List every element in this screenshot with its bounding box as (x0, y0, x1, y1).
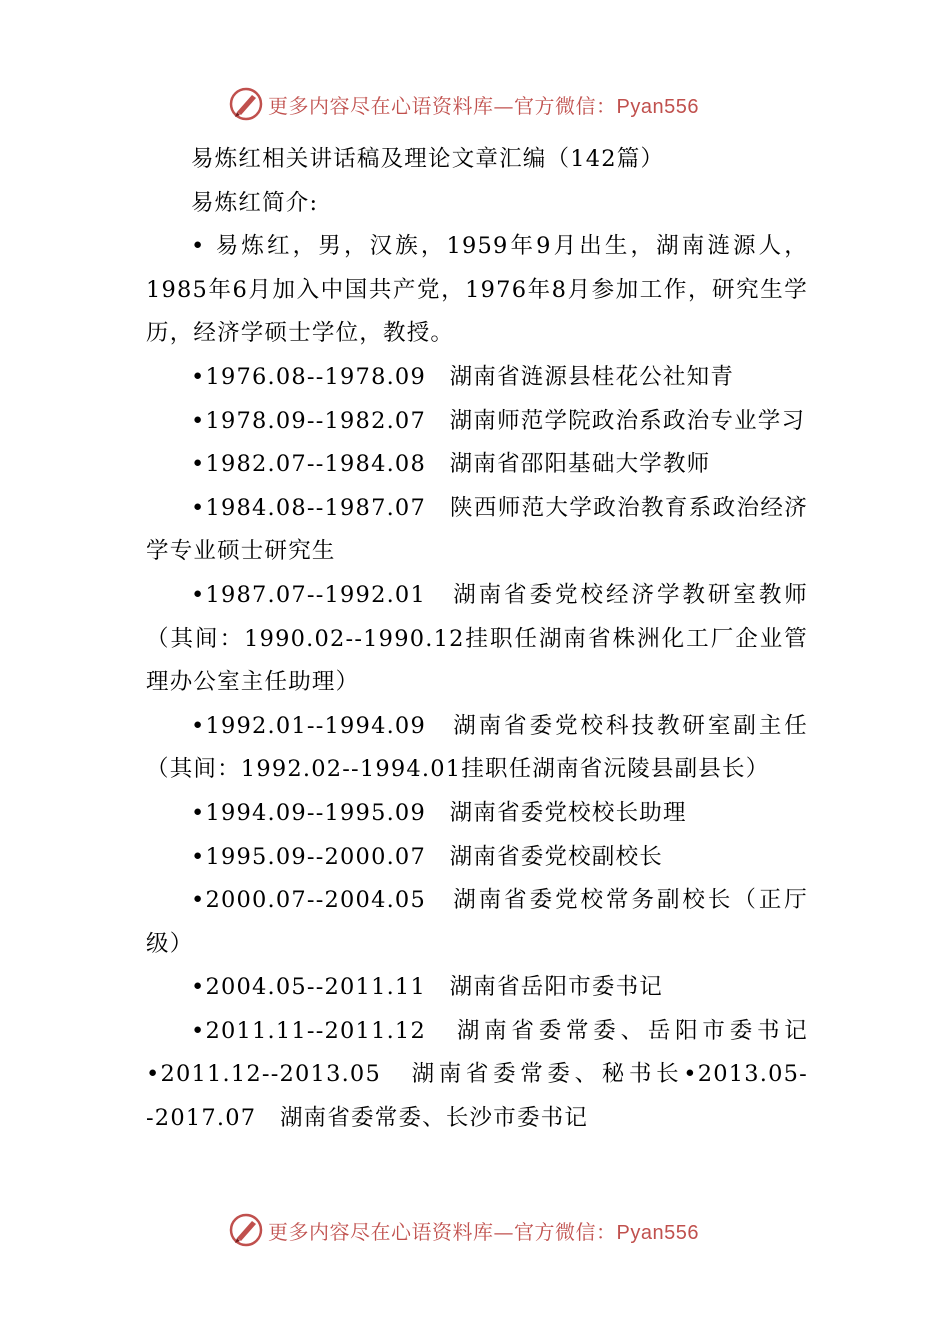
bio-paragraph: • 易炼红，男，汉族，1959年9月出生，湖南涟源人，1985年6月加入中国共产党，1976年8月参加工作，研究生学历，经济学硕士学位，教授。 (146, 233, 808, 347)
career-item: •1995.09--2000.07 湖南省委党校副校长 (191, 843, 663, 870)
career-item: •1994.09--1995.09 湖南省委党校校长助理 (191, 799, 687, 826)
intro-label: 易炼红简介: (191, 189, 319, 216)
banner-text: 更多内容尽在心语资料库—官方微信：Pyan556 (268, 93, 699, 118)
footer-banner (228, 1210, 699, 1250)
career-item: •1978.09--1982.07 湖南师范学院政治系政治专业学习 (191, 407, 806, 434)
document-title: 易炼红相关讲话稿及理论文章汇编（142篇） (191, 146, 665, 172)
career-item: •2000.07--2004.05 湖南省委党校常务副校长（正厅级） (146, 887, 808, 957)
header-banner (228, 84, 699, 124)
pen-circle-icon (228, 86, 264, 122)
career-item: •1982.07--1984.08 湖南省邵阳基础大学教师 (191, 451, 711, 478)
banner-text: 更多内容尽在心语资料库—官方微信：Pyan556 (268, 1219, 699, 1244)
pen-circle-icon (228, 1212, 264, 1248)
career-item: •1976.08--1978.09 湖南省涟源县桂花公社知青 (191, 363, 735, 390)
document-body (146, 138, 808, 1141)
career-item: •1987.07--1992.01 湖南省委党校经济学教研室教师（其间：1990.02--1990.12挂职任湖南省株洲化工厂企业管理办公室主任助理） (146, 581, 808, 696)
career-item: •2004.05--2011.11 湖南省岳阳市委书记 (191, 974, 663, 1001)
career-item: •2011.11--2011.12 湖南省委常委、岳阳市委书记•2011.12--2013.05 湖南省委常委、秘书长•2013.05--2017.07 湖南省委常委、长沙市委书记 (146, 1017, 808, 1132)
career-item: •1992.01--1994.09 湖南省委党校科技教研室副主任（其间：1992.02--1994.01挂职任湖南省沅陵县副县长） (146, 712, 808, 783)
career-item: •1984.08--1987.07 陕西师范大学政治教育系政治经济学专业硕士研究生 (146, 494, 808, 565)
